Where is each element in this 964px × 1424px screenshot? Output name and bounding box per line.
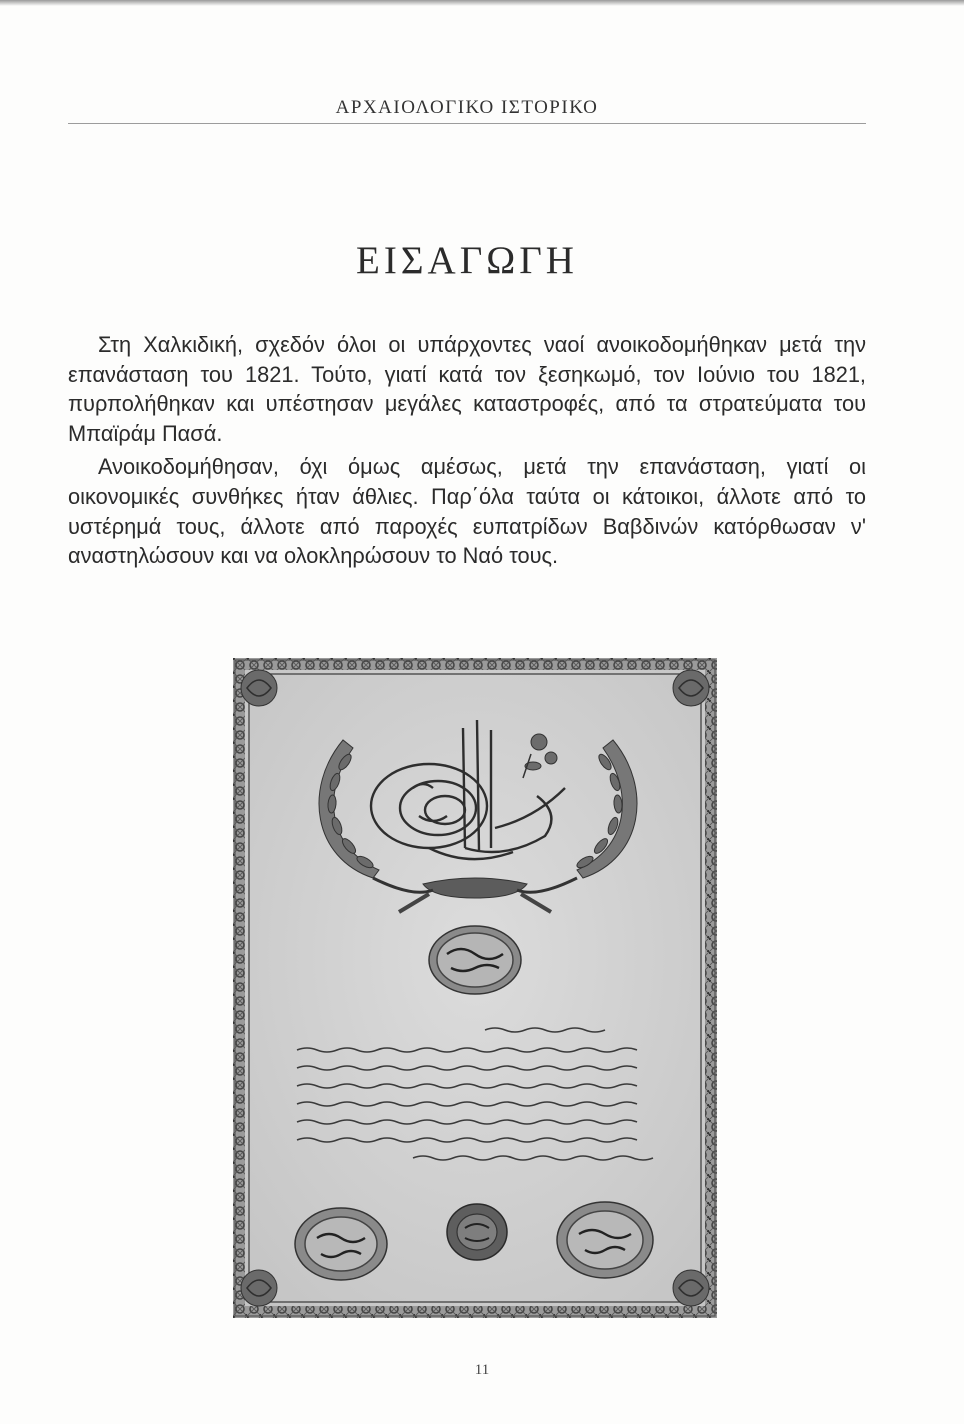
paragraph-2: Ανοικοδομήθησαν, όχι όμως αμέσως, μετά την επανάσταση, γιατί οι οικονομικές συνθήκες ήταν άθλιες. Παρ΄όλα ταύτα οι κάτοικοι, άλλοτε από το υστέρημά τους, άλλοτε από παροχές ευπατρίδων Βαβδινών κατόρθωσαν ν' αναστηλώσουν και να ολοκληρώσουν το Ναό τους. xyxy=(68,454,866,569)
header-rule xyxy=(68,123,866,124)
running-header: ΑΡΧΑΙΟΛΟΓΙΚΟ ΙΣΤΟΡΙΚΟ xyxy=(335,97,599,118)
seal-icon xyxy=(429,926,521,994)
paragraph-1: Στη Χαλκιδική, σχεδόν όλοι οι υπάρχοντες ναοί ανοικοδομήθηκαν μετά την επανάσταση του 1821. Τούτο, γιατί κατά τον ξεσηκωμό, τον Ιούνιο του 1821, πυρπολήθηκαν και υπέστησαν μεγάλες καταστροφές, από τα στρατεύματα του Μπαϊράμ Πασά. xyxy=(68,332,866,446)
scan-top-shadow xyxy=(0,0,964,6)
firman-image xyxy=(233,658,717,1318)
chapter-title: ΕΙΣΑΓΩΓΗ xyxy=(356,239,578,282)
right-seal-icon xyxy=(557,1202,653,1278)
center-seal-icon xyxy=(447,1204,507,1260)
body-text xyxy=(68,330,866,571)
left-seal-icon xyxy=(295,1208,387,1280)
page-number: 11 xyxy=(474,1362,490,1378)
